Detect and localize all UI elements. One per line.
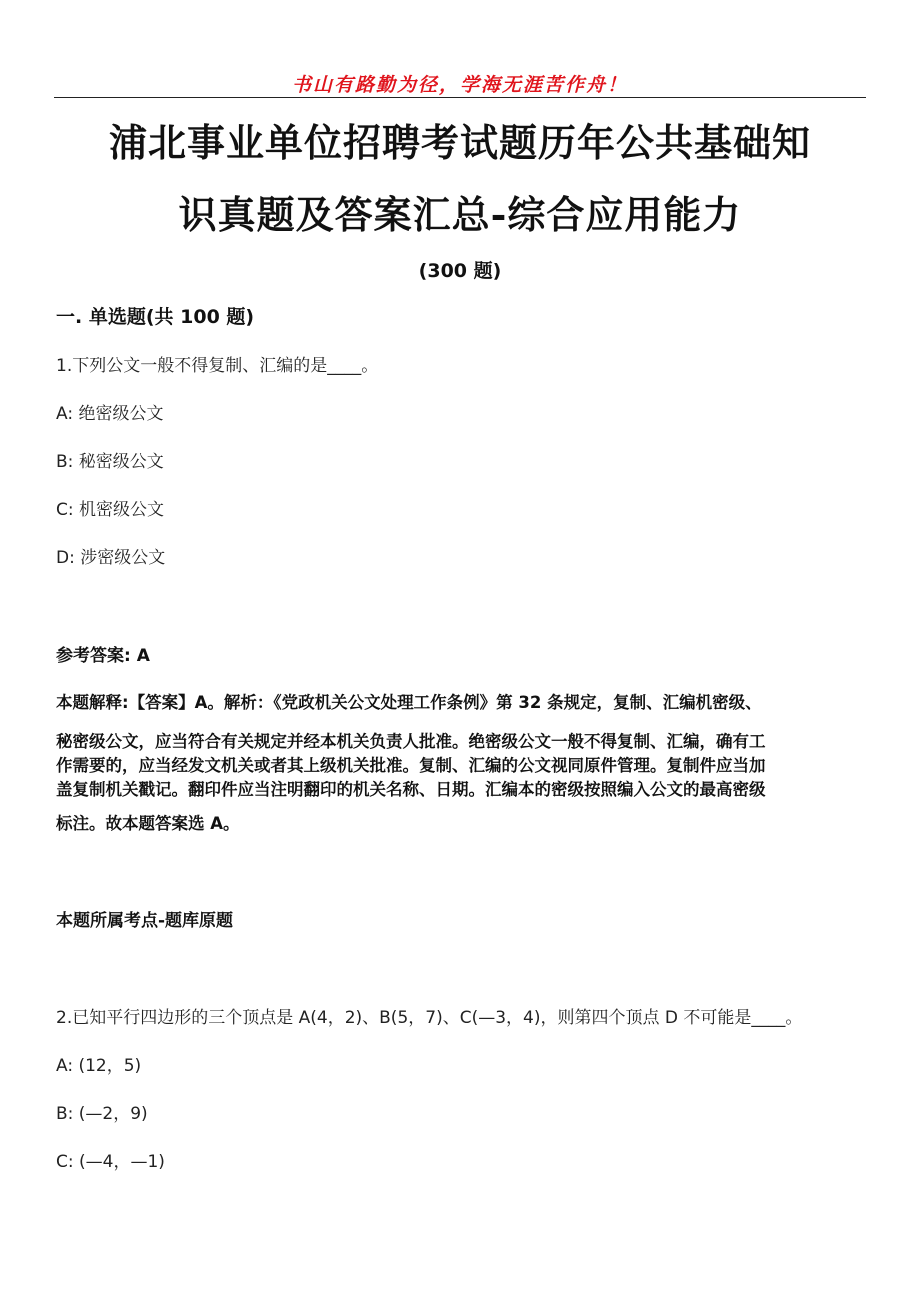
question-1-answer: 参考答案: A (56, 646, 150, 666)
question-1-explanation-line-1: 本题解释:【答案】A。解析：《党政机关公文处理工作条例》第 32 条规定，复制、汇编机密级、 (56, 693, 762, 712)
question-1-option-b: B: 秘密级公文 (56, 452, 164, 472)
section-heading: 一. 单选题(共 100 题) (56, 306, 255, 328)
document-title-line-1: 浦北事业单位招聘考试题历年公共基础知 (108, 120, 811, 165)
question-count: (300 题) (418, 260, 502, 282)
header-divider (54, 97, 866, 98)
question-2-option-a: A: (12，5) (56, 1056, 142, 1076)
question-1-option-a: A: 绝密级公文 (56, 404, 164, 424)
question-2-option-b: B: (—2，9) (56, 1104, 148, 1124)
question-2-stem: 2.已知平行四边形的三个顶点是 A(4，2)、B(5，7)、C(—3，4)，则第四个顶点 D 不可能是____。 (56, 1008, 803, 1028)
question-1-explanation-line-2: 秘密级公文，应当符合有关规定并经本机关负责人批准。绝密级公文一般不得复制、汇编，确有工 (56, 732, 766, 751)
question-1-explanation-line-3: 作需要的，应当经发文机关或者其上级机关批准。复制、汇编的公文视同原件管理。复制件应当加 (56, 756, 766, 775)
document-title-line-2: 识真题及答案汇总-综合应用能力 (178, 192, 742, 237)
question-1-explanation-line-5: 标注。故本题答案选 A。 (56, 814, 240, 833)
header-motto: 书山有路勤为径，学海无涯苦作舟！ (291, 74, 628, 96)
question-1-topic: 本题所属考点-题库原题 (56, 911, 234, 931)
question-2-option-c: C: (—4，—1) (56, 1152, 165, 1172)
question-1-stem: 1.下列公文一般不得复制、汇编的是____。 (56, 356, 379, 376)
question-1-option-c: C: 机密级公文 (56, 500, 165, 520)
question-1-explanation-line-4: 盖复制机关戳记。翻印件应当注明翻印的机关名称、日期。汇编本的密级按照编入公文的最高密级 (56, 780, 766, 799)
question-1-option-d: D: 涉密级公文 (56, 548, 166, 568)
